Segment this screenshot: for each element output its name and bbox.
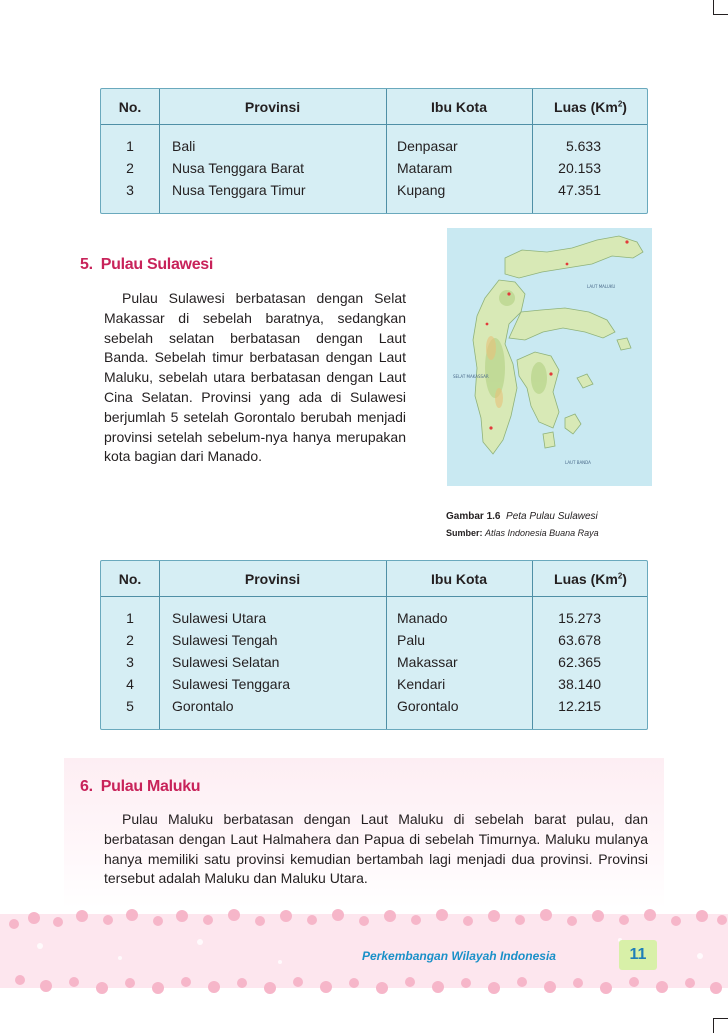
table-row xyxy=(101,157,647,179)
paragraph-text: Pulau Maluku berbatasan dengan Laut Maluku di sebelah barat pulau, dan berbatasan dengan Laut Halmahera dan Papua di sebelah Timurnya. Maluku mulanya hanya memiliki satu provinsi kemudian bertambah lagi menjadi dua provinsi. Provinsi tersebut adalah Maluku dan Maluku Utara. xyxy=(104,811,648,887)
cell-luas: 5.633 xyxy=(565,138,601,154)
cell-provinsi: Nusa Tenggara Barat xyxy=(160,157,387,179)
cell-provinsi: Bali xyxy=(160,125,387,158)
provinces-table-nusa-tenggara xyxy=(100,88,648,214)
cell-luas: 47.351 xyxy=(558,182,601,198)
footer-book-title: Perkembangan Wilayah Indonesia xyxy=(362,949,556,963)
cell-no: 4 xyxy=(101,673,160,695)
cell-provinsi: Sulawesi Tengah xyxy=(160,629,387,651)
cell-luas: 62.365 xyxy=(558,654,601,670)
cell-no: 1 xyxy=(101,125,160,158)
table-row xyxy=(101,597,647,630)
cell-ibu-kota: Kupang xyxy=(387,179,533,213)
cell-no: 1 xyxy=(101,597,160,630)
table-header-row xyxy=(101,89,647,125)
paragraph-text: Pulau Sulawesi berbatasan dengan Selat Makassar di sebelah baratnya, sedangkan sebelah selatan berbatasan dengan Laut Banda. Sebelah timur berbatasan dengan Laut Maluku, sebelah utara berbatasan dengan Laut Cina Selatan. Provinsi yang ada di Sulawesi berjumlah 5 setelah Gorontalo berubah menjadi provinsi setelah sebelum-nya hanya merupakan kota bagian dari Manado. xyxy=(104,290,406,465)
cell-provinsi: Sulawesi Utara xyxy=(160,597,387,630)
section-title: Pulau Sulawesi xyxy=(100,256,214,273)
cell-ibu-kota: Kendari xyxy=(387,673,533,695)
figure-caption xyxy=(446,511,598,522)
table-row xyxy=(101,651,647,673)
cell-ibu-kota: Denpasar xyxy=(387,125,533,158)
cell-provinsi: Sulawesi Tenggara xyxy=(160,673,387,695)
crop-mark-top-right xyxy=(713,0,728,15)
table-header-row xyxy=(101,561,647,597)
table-row xyxy=(101,673,647,695)
provinces-table-sulawesi xyxy=(100,560,648,730)
cell-ibu-kota: Makassar xyxy=(387,651,533,673)
table-row xyxy=(101,179,647,213)
cell-luas: 20.153 xyxy=(558,160,601,176)
section-title: Pulau Maluku xyxy=(100,778,201,795)
crop-mark-bottom-right xyxy=(713,1018,728,1033)
cell-no: 5 xyxy=(101,695,160,729)
cell-provinsi: Gorontalo xyxy=(160,695,387,729)
cell-ibu-kota: Gorontalo xyxy=(387,695,533,729)
col-header-provinsi: Provinsi xyxy=(160,561,387,597)
cell-no: 3 xyxy=(101,651,160,673)
section-number: 6. xyxy=(80,778,93,795)
col-header-ibu-kota: Ibu Kota xyxy=(387,561,533,597)
cell-luas: 38.140 xyxy=(558,676,601,692)
map-label-sea: LAUT BANDA xyxy=(565,460,591,465)
figure-source xyxy=(446,528,599,538)
cell-provinsi: Nusa Tenggara Timur xyxy=(160,179,387,213)
sulawesi-paragraph xyxy=(104,289,406,467)
cell-no: 2 xyxy=(101,157,160,179)
source-text: Atlas Indonesia Buana Raya xyxy=(485,528,599,538)
col-header-no: No. xyxy=(101,561,160,597)
cell-ibu-kota: Palu xyxy=(387,629,533,651)
col-header-luas: Luas (Km$^2$) xyxy=(533,89,648,125)
section-heading-maluku xyxy=(80,778,200,796)
section-number: 5. xyxy=(80,256,93,273)
cell-provinsi: Sulawesi Selatan xyxy=(160,651,387,673)
cell-no: 3 xyxy=(101,179,160,213)
cell-ibu-kota: Manado xyxy=(387,597,533,630)
col-header-ibu-kota: Ibu Kota xyxy=(387,89,533,125)
table-row xyxy=(101,629,647,651)
col-header-no: No. xyxy=(101,89,160,125)
maluku-paragraph xyxy=(104,810,648,889)
page-number: 11 xyxy=(619,940,657,970)
map-label-sea: LAUT MALUKU xyxy=(587,284,616,289)
cell-luas: 63.678 xyxy=(558,632,601,648)
col-header-provinsi: Provinsi xyxy=(160,89,387,125)
cell-no: 2 xyxy=(101,629,160,651)
col-header-luas: Luas (Km$^2$) xyxy=(533,561,648,597)
map-label-strait: SELAT MAKASSAR xyxy=(453,374,489,379)
cell-luas: 12.215 xyxy=(558,698,601,714)
cell-luas: 15.273 xyxy=(558,610,601,626)
table-row xyxy=(101,125,647,158)
figure-label: Gambar 1.6 xyxy=(446,511,501,522)
figure-title: Peta Pulau Sulawesi xyxy=(506,511,598,522)
section-heading-sulawesi xyxy=(80,256,213,274)
cell-ibu-kota: Mataram xyxy=(387,157,533,179)
source-label: Sumber: xyxy=(446,528,483,538)
sulawesi-map-image xyxy=(447,228,652,486)
table-row xyxy=(101,695,647,729)
